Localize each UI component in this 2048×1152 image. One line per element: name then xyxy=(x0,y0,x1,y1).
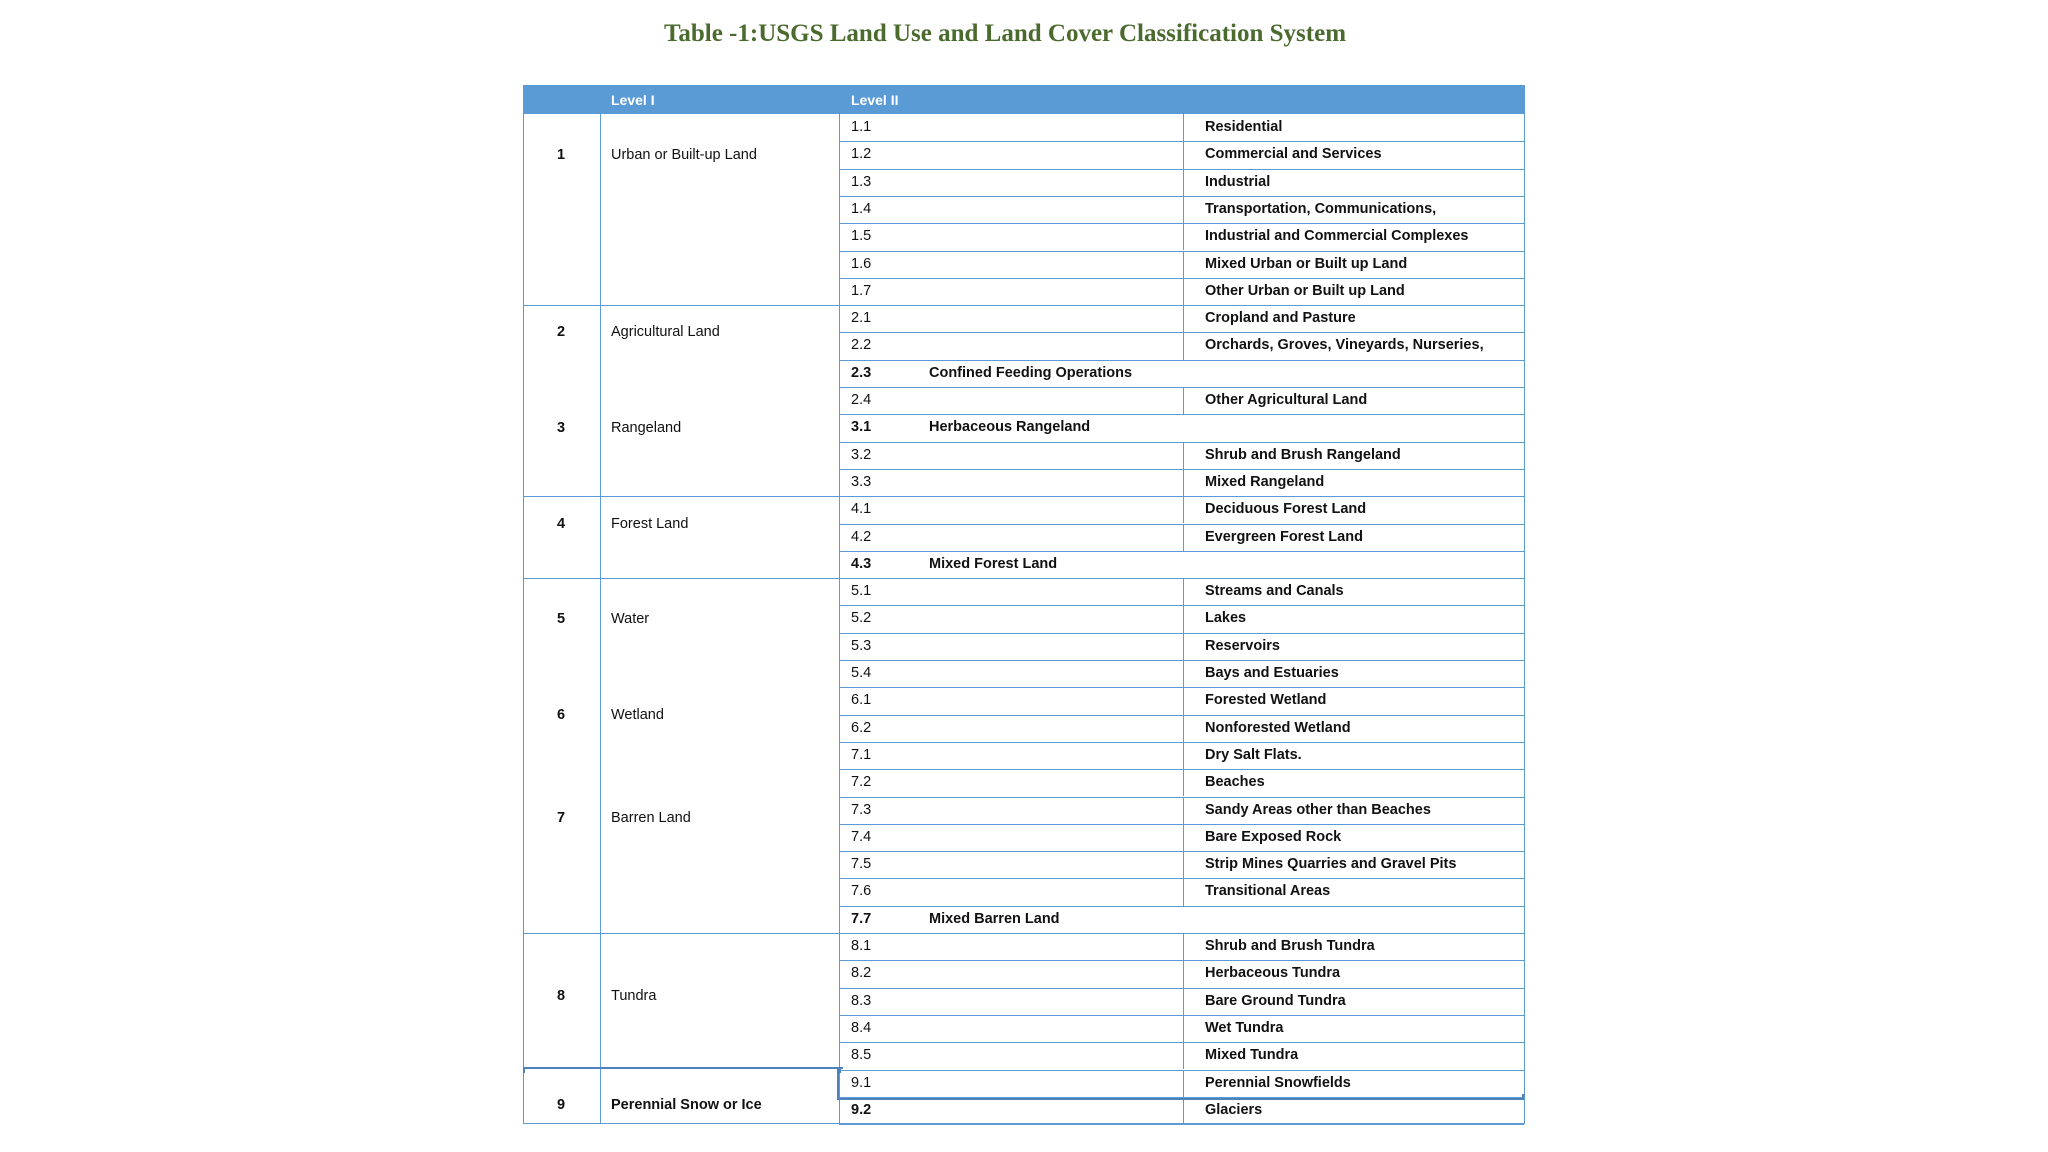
level1-name: Water xyxy=(611,611,650,628)
level1-name: Agricultural Land xyxy=(611,324,720,341)
level2-name: Nonforested Wetland xyxy=(1205,719,1351,736)
level2-code: 6.2 xyxy=(851,719,872,736)
level1-number: 8 xyxy=(557,987,566,1004)
classification-table xyxy=(523,85,1525,1124)
level2-name: Transitional Areas xyxy=(1205,883,1331,900)
level1-number: 5 xyxy=(557,611,566,628)
table-row-divider xyxy=(839,469,1524,470)
table-row-divider xyxy=(839,660,1524,661)
table-row-divider xyxy=(839,414,1524,415)
column-divider xyxy=(1183,1015,1184,1042)
level2-name: Commercial and Services xyxy=(1205,146,1382,163)
column-divider xyxy=(1183,114,1184,141)
level2-name: Orchards, Groves, Vineyards, Nurseries, xyxy=(1205,337,1484,354)
table-row-divider xyxy=(839,387,1524,388)
level2-name: Forested Wetland xyxy=(1205,692,1327,709)
level2-name: Streams and Canals xyxy=(1205,583,1344,600)
column-divider xyxy=(1183,1097,1184,1124)
level2-name: Transportation, Communications, xyxy=(1205,200,1437,217)
level1-name: Urban or Built-up Land xyxy=(611,146,757,163)
level2-code: 7.2 xyxy=(851,774,872,791)
level2-code: 1.3 xyxy=(851,173,872,190)
table-row-divider xyxy=(839,305,1524,306)
level2-code: 2.1 xyxy=(851,310,872,327)
selection-frame xyxy=(523,1067,841,1073)
column-divider xyxy=(1183,305,1184,332)
group-divider xyxy=(524,933,839,934)
level2-code: 9.1 xyxy=(851,1074,872,1091)
column-divider xyxy=(1183,824,1184,851)
level2-name: Shrub and Brush Tundra xyxy=(1205,938,1375,954)
level2-name: Perennial Snowfields xyxy=(1205,1074,1351,1091)
level2-name: Other Agricultural Land xyxy=(1205,392,1368,408)
table-row-divider xyxy=(839,578,1524,579)
level2-code: 2.2 xyxy=(851,337,872,354)
table-row-divider xyxy=(839,851,1524,852)
table-row-divider xyxy=(839,442,1524,443)
table-row-divider xyxy=(839,742,1524,743)
table-row-divider xyxy=(839,715,1524,716)
level1-number: 4 xyxy=(557,515,566,532)
level1-number: 2 xyxy=(557,324,566,341)
level2-code: 8.5 xyxy=(851,1047,872,1064)
table-row-divider xyxy=(839,605,1524,606)
level2-code: 3.3 xyxy=(851,473,872,490)
level2-name: Mixed Urban or Built up Land xyxy=(1205,255,1408,272)
column-divider xyxy=(1183,605,1184,632)
table-row-divider xyxy=(839,141,1524,142)
level2-name: Wet Tundra xyxy=(1205,1019,1284,1036)
column-divider xyxy=(1183,524,1184,551)
level2-name: Other Urban or Built up Land xyxy=(1205,282,1405,299)
level2-code: 1.1 xyxy=(851,119,872,135)
level2-name: Herbaceous Tundra xyxy=(1205,965,1341,982)
column-divider xyxy=(839,114,840,1124)
level2-name: Dry Salt Flats. xyxy=(1205,746,1302,763)
level2-code: 5.4 xyxy=(851,665,872,681)
table-row-divider xyxy=(839,196,1524,197)
table-row-divider xyxy=(839,1124,1524,1125)
table-row-divider xyxy=(839,988,1524,989)
header-level-2: Level II xyxy=(851,92,899,108)
level2-name: Bare Ground Tundra xyxy=(1205,992,1346,1009)
column-divider xyxy=(1183,769,1184,796)
level2-code: 3.2 xyxy=(851,446,872,463)
level1-name: Tundra xyxy=(611,987,657,1004)
level2-code: 4.2 xyxy=(851,528,872,545)
level2-code: 7.3 xyxy=(851,801,872,818)
level2-code: 5.2 xyxy=(851,610,872,627)
column-divider xyxy=(1183,878,1184,905)
level2-name: Deciduous Forest Land xyxy=(1205,501,1367,518)
column-divider xyxy=(600,114,601,1124)
table-row-divider xyxy=(839,769,1524,770)
group-divider xyxy=(524,305,839,306)
level2-name: Bays and Estuaries xyxy=(1205,665,1339,681)
level2-name: Herbaceous Rangeland xyxy=(929,419,1091,436)
column-divider xyxy=(1183,660,1184,687)
level2-name: Reservoirs xyxy=(1205,637,1280,654)
level2-name: Strip Mines Quarries and Gravel Pits xyxy=(1205,856,1457,873)
header-level-1: Level I xyxy=(611,92,655,108)
column-divider xyxy=(1183,797,1184,824)
column-divider xyxy=(1183,1070,1184,1097)
column-divider xyxy=(1183,223,1184,250)
level2-code: 1.5 xyxy=(851,228,872,245)
level2-code: 7.5 xyxy=(851,856,872,873)
level2-name: Mixed Rangeland xyxy=(1205,473,1325,490)
table-row-divider xyxy=(839,824,1524,825)
level1-number: 7 xyxy=(557,810,566,827)
level1-name: Forest Land xyxy=(611,515,689,532)
table-row-divider xyxy=(839,633,1524,634)
level2-code: 3.1 xyxy=(851,419,872,436)
table-row-divider xyxy=(839,933,1524,934)
level2-code: 8.4 xyxy=(851,1019,872,1036)
level2-name: Mixed Barren Land xyxy=(929,910,1060,927)
level2-code: 1.2 xyxy=(851,146,872,163)
column-divider xyxy=(1183,251,1184,278)
level1-number: 6 xyxy=(557,706,566,723)
table-row-divider xyxy=(839,278,1524,279)
table-row-divider xyxy=(839,332,1524,333)
column-divider xyxy=(1183,933,1184,960)
level2-name: Shrub and Brush Rangeland xyxy=(1205,446,1401,463)
table-header xyxy=(524,86,1524,114)
column-divider xyxy=(1183,496,1184,523)
column-divider xyxy=(1183,387,1184,414)
column-divider xyxy=(1183,141,1184,168)
level2-code: 6.1 xyxy=(851,692,872,709)
column-divider xyxy=(1183,469,1184,496)
level2-name: Residential xyxy=(1205,119,1283,135)
table-row-divider xyxy=(839,906,1524,907)
level2-name: Mixed Forest Land xyxy=(929,555,1058,572)
level2-name: Lakes xyxy=(1205,610,1247,627)
level2-code: 7.6 xyxy=(851,883,872,900)
table-row-divider xyxy=(839,496,1524,497)
column-divider xyxy=(1183,633,1184,660)
table-row-divider xyxy=(839,251,1524,252)
level2-code: 5.3 xyxy=(851,637,872,654)
group-divider xyxy=(524,496,839,497)
level2-name: Sandy Areas other than Beaches xyxy=(1205,801,1431,818)
level2-code: 9.2 xyxy=(851,1101,872,1118)
column-divider xyxy=(1183,332,1184,359)
table-row-divider xyxy=(839,524,1524,525)
level2-name: Evergreen Forest Land xyxy=(1205,528,1363,545)
table-row-divider xyxy=(839,169,1524,170)
column-divider xyxy=(1183,687,1184,714)
level2-code: 8.1 xyxy=(851,938,872,954)
level2-code: 7.7 xyxy=(851,910,872,927)
level2-name: Industrial and Commercial Complexes xyxy=(1205,228,1469,245)
table-row-divider xyxy=(839,1015,1524,1016)
level2-name: Beaches xyxy=(1205,774,1265,791)
column-divider xyxy=(1183,715,1184,742)
column-divider xyxy=(1183,988,1184,1015)
level2-name: Industrial xyxy=(1205,173,1271,190)
table-row-divider xyxy=(839,360,1524,361)
level2-code: 1.4 xyxy=(851,200,872,217)
level2-name: Mixed Tundra xyxy=(1205,1047,1299,1064)
level2-code: 2.4 xyxy=(851,392,872,408)
column-divider xyxy=(1183,278,1184,305)
column-divider xyxy=(1183,1042,1184,1069)
level2-code: 2.3 xyxy=(851,364,872,381)
level2-code: 5.1 xyxy=(851,583,872,600)
level1-name: Rangeland xyxy=(611,419,682,436)
level2-code: 4.3 xyxy=(851,555,872,572)
level2-name: Bare Exposed Rock xyxy=(1205,828,1342,845)
page-title: Table -1:USGS Land Use and Land Cover Classification System xyxy=(663,20,1347,47)
level1-name: Barren Land xyxy=(611,810,691,827)
level2-code: 7.4 xyxy=(851,828,872,845)
table-row-divider xyxy=(839,551,1524,552)
level1-name: Wetland xyxy=(611,706,664,723)
table-row-divider xyxy=(839,797,1524,798)
column-divider xyxy=(1183,960,1184,987)
level2-name: Cropland and Pasture xyxy=(1205,310,1356,327)
level2-code: 8.3 xyxy=(851,992,872,1009)
column-divider xyxy=(1183,196,1184,223)
level2-code: 1.6 xyxy=(851,255,872,272)
column-divider xyxy=(1183,851,1184,878)
level1-number: 3 xyxy=(557,419,566,436)
column-divider xyxy=(1183,169,1184,196)
table-row-divider xyxy=(839,1070,1524,1071)
level1-number: 9 xyxy=(557,1096,566,1113)
table-row-divider xyxy=(839,1097,1524,1098)
level1-name: Perennial Snow or Ice xyxy=(611,1096,762,1113)
level2-name: Glaciers xyxy=(1205,1101,1263,1118)
level2-code: 7.1 xyxy=(851,746,872,763)
level1-number: 1 xyxy=(557,146,566,163)
group-divider xyxy=(524,578,839,579)
table-row-divider xyxy=(839,960,1524,961)
level2-code: 4.1 xyxy=(851,501,872,518)
table-row-divider xyxy=(839,223,1524,224)
level2-name: Confined Feeding Operations xyxy=(929,364,1133,381)
level2-code: 8.2 xyxy=(851,965,872,982)
level2-code: 1.7 xyxy=(851,282,872,299)
column-divider xyxy=(1183,578,1184,605)
column-divider xyxy=(1183,742,1184,769)
column-divider xyxy=(1183,442,1184,469)
table-row-divider xyxy=(839,1042,1524,1043)
selection-frame xyxy=(837,1067,843,1100)
table-row-divider xyxy=(839,687,1524,688)
table-row-divider xyxy=(839,878,1524,879)
